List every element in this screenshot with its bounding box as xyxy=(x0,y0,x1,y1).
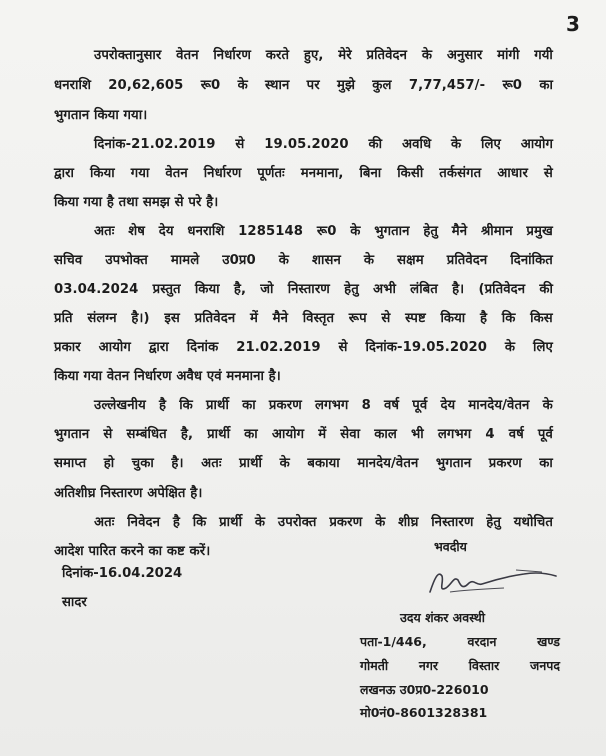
address-text: नगर xyxy=(418,658,438,673)
body-line: प्रकार आयोग द्वारा दिनांक 21.02.2019 से दिनांक-19.05.2020 के लिए xyxy=(54,340,553,355)
body-line: अतिशीघ्र निस्तारण अपेक्षित है। xyxy=(54,486,203,501)
address-line-2 xyxy=(360,657,560,674)
body-line: अतः शेष देय धनराशि 1285148 रू0 के भुगतान हेतु मैने श्रीमान प्रमुख xyxy=(94,224,553,239)
body-line: सचिव उपभोक्त मामले उ0प्र0 के शासन के सक्षम प्रतिवेदन दिनांकित xyxy=(54,253,553,268)
date-label: दिनांक- xyxy=(62,566,99,581)
address-line-1 xyxy=(360,633,560,650)
date-line xyxy=(62,563,182,581)
page-number: 3 xyxy=(566,12,580,36)
address-text: गोमती xyxy=(360,658,389,673)
body-line: प्रति संलग्न है।) इस प्रतिवेदन में मैने विस्तृत रूप से स्पष्ट किया है कि किस xyxy=(54,311,553,326)
address-text: विस्तार xyxy=(468,658,500,673)
body-line: उपरोक्तानुसार वेतन निर्धारण करते हुए, मेरे प्रतिवेदन के अनुसार मांगी गयी xyxy=(94,48,553,63)
address-text: खण्ड xyxy=(537,634,560,649)
body-line: 03.04.2024 प्रस्तुत किया है, जो निस्तारण हेतु अभी लंबित है। (प्रतिवेदन की xyxy=(54,282,553,297)
body-line: आदेश पारित करने का कष्ट करें। xyxy=(54,544,211,559)
closing-sadar: सादर xyxy=(62,595,87,610)
body-line: भुगतान किया गया। xyxy=(54,108,148,123)
address-text: वरदान xyxy=(467,634,497,649)
body-line: द्वारा किया गया वेतन निर्धारण पूर्णतः मनमाना, बिना किसी तर्कसंगत आधार से xyxy=(54,166,553,181)
address-line-3: लखनऊ उ0प्र0-226010 xyxy=(360,682,489,697)
body-line: भुगतान से सम्बंधित है, प्रार्थी का आयोग में सेवा काल भी लगभग 4 वर्ष पूर्व xyxy=(54,427,553,442)
body-line: अतः निवेदन है कि प्रार्थी के उपरोक्त प्रकरण के शीघ्र निस्तारण हेतु यथोचित xyxy=(94,515,553,530)
closing-bhavdiy: भवदीय xyxy=(434,539,467,554)
signatory-name: उदय शंकर अवस्थी xyxy=(400,610,485,625)
body-line: धनराशि 20,62,605 रू0 के स्थान पर मुझे कुल 7,77,457/- रू0 का xyxy=(54,78,553,93)
body-line: उल्लेखनीय है कि प्रार्थी का प्रकरण लगभग 8 वर्ष पूर्व देय मानदेय/वेतन के xyxy=(94,398,553,413)
address-text: जनपद xyxy=(530,658,560,673)
body-line: किया गया है तथा समझ से परे है। xyxy=(54,195,219,210)
date-value: 16.04.2024 xyxy=(98,566,183,581)
body-line: दिनांक-21.02.2019 से 19.05.2020 की अवधि के लिए आयोग xyxy=(94,137,553,152)
body-line: समाप्त हो चुका है। अतः प्रार्थी के बकाया मानदेय/वेतन भुगतान प्रकरण का xyxy=(54,456,553,471)
address-line-4: मो0नं0-8601328381 xyxy=(360,705,488,720)
address-text: पता-1/446, xyxy=(360,634,427,649)
handwritten-signature xyxy=(424,562,564,602)
body-line: किया गया वेतन निर्धारण अवैध एवं मनमाना है। xyxy=(54,369,281,384)
